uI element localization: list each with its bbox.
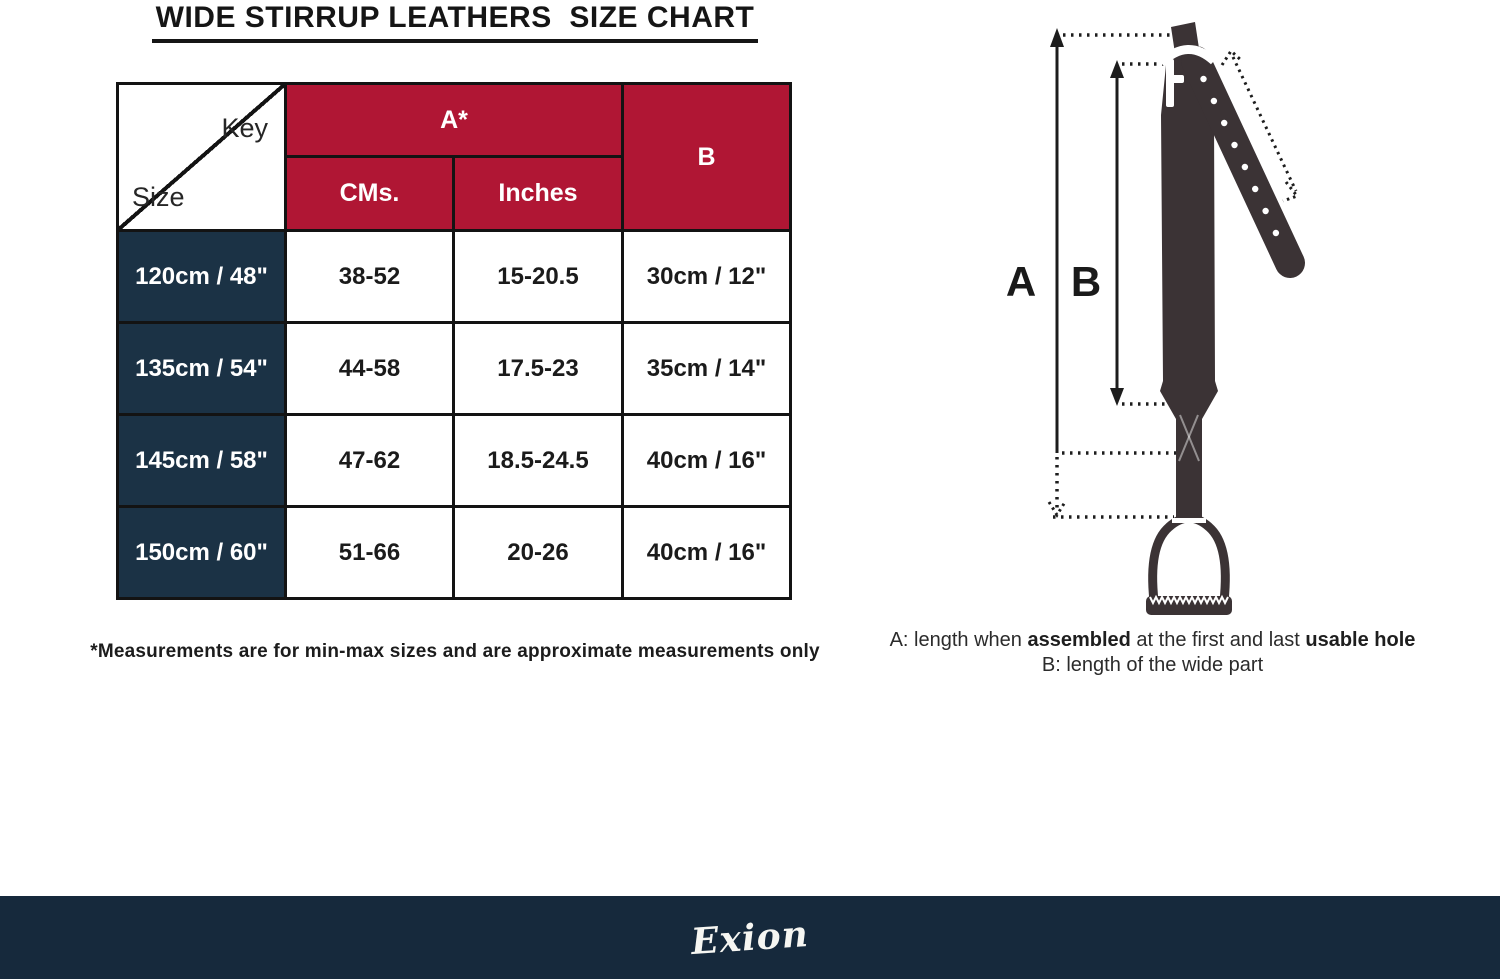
row-b-cell: 35cm / 14" (624, 324, 789, 413)
diagram-label-a: A (1005, 258, 1037, 305)
row-size-cell: 145cm / 58" (119, 416, 284, 505)
row-inches-cell: 17.5-23 (455, 324, 621, 413)
table-corner-cell (119, 85, 284, 229)
corner-key-label: Key (221, 113, 268, 143)
diagram-label-b: B (1070, 258, 1102, 305)
stirrup-iron (1146, 518, 1232, 615)
row-cms-cell: 47-62 (287, 416, 452, 505)
row-b-cell: 40cm / 16" (624, 508, 789, 597)
caption-line-b: B: length of the wide part (1041, 654, 1264, 676)
stirrup-slot (1172, 518, 1206, 523)
caption-line-a: A: length when assembled at the first and last usable hole (889, 629, 1416, 651)
row-cms-cell: 38-52 (287, 232, 452, 321)
brand-logo: Exion (689, 912, 811, 963)
header-cms: CMs. (287, 158, 452, 229)
row-size-cell: 120cm / 48" (119, 232, 284, 321)
row-cms-cell: 44-58 (287, 324, 452, 413)
measurements-footnote: *Measurements are for min-max sizes and are approximate measurements only (90, 641, 820, 662)
header-a: A* (287, 85, 621, 155)
page-title: WIDE STIRRUP LEATHERS SIZE CHART (152, 0, 759, 43)
size-chart-table (116, 82, 792, 600)
row-inches-cell: 15-20.5 (455, 232, 621, 321)
header-b: B (624, 85, 789, 229)
row-inches-cell: 20-26 (455, 508, 621, 597)
corner-size-label: Size (132, 182, 185, 212)
row-b-cell: 30cm / 12" (624, 232, 789, 321)
dimension-a-arrow (1049, 28, 1180, 517)
header-inches: Inches (455, 158, 621, 229)
row-inches-cell: 18.5-24.5 (455, 416, 621, 505)
footer-bar (0, 896, 1500, 979)
diagram-caption (880, 628, 1425, 678)
page-title-wrap (55, 0, 855, 43)
row-size-cell: 135cm / 54" (119, 324, 284, 413)
row-size-cell: 150cm / 60" (119, 508, 284, 597)
row-cms-cell: 51-66 (287, 508, 452, 597)
stirrup-leather-diagram (1000, 15, 1460, 660)
stirrup-leather-strap (1160, 22, 1290, 521)
row-b-cell: 40cm / 16" (624, 416, 789, 505)
